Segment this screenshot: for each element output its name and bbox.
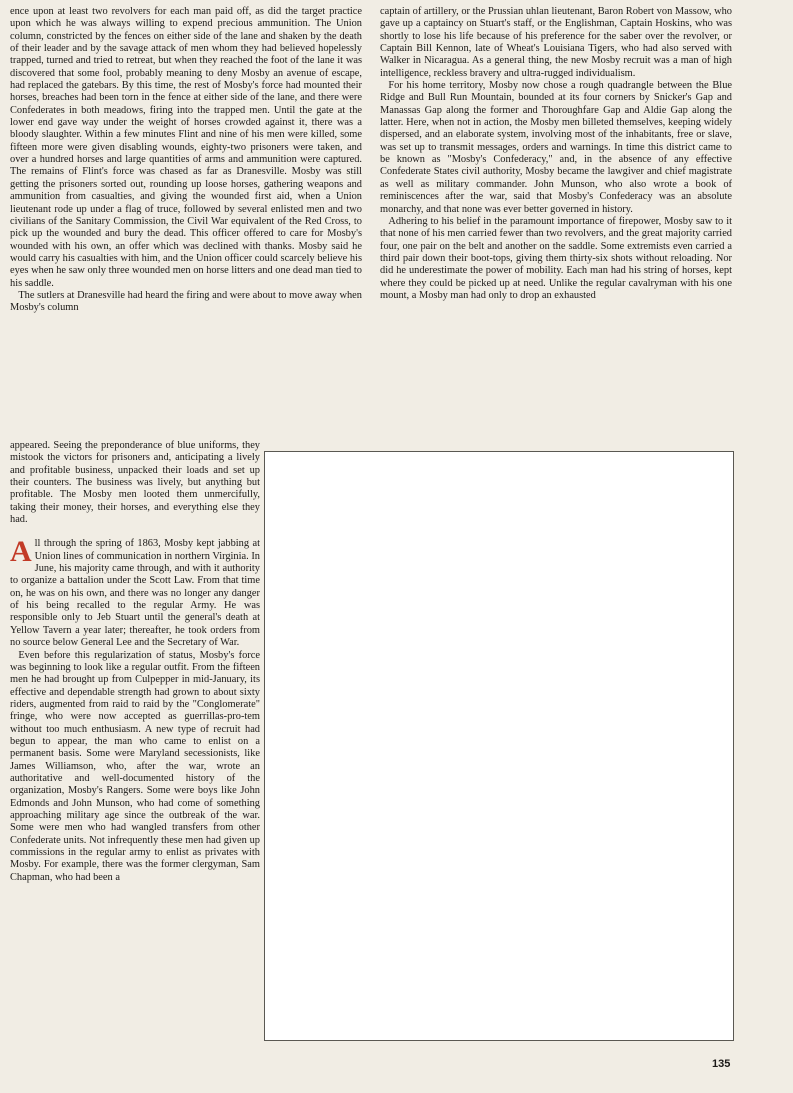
- article-column-left-bottom: [10, 440, 260, 884]
- paragraph: The sutlers at Dranesville had heard the firing and were about to move away when Mosby's column: [10, 289, 362, 314]
- page-number: 135: [712, 1058, 731, 1070]
- paragraph: Even before this regularization of status, Mosby's force was beginning to look like a regular outfit. From the fifteen men he had brought up from Culpepper in mid-January, its effective and dependable strength had grown to about sixty riders, augmented from raid to raid by the "Conglomerate" fringe, who were now accepted as guerrillas-pro-tem without too much enthusiasm. A new type of recruit had begun to appear, the man who came to enlist on a permanent basis. Some were Maryland secessionists, like James Williamson, who, after the war, wrote an authoritative and well-documented history of the organization, Mosby's Rangers. Some were boys like John Edmonds and John Munson, who had come of something approaching military age since the outbreak of the war. Some were men who had wangled transfers from other Confederate units. Not infrequently these men had given up commissions in the regular army to enlist as privates with Mosby. For example, there was the former clergyman, Sam Chapman, who had been a: [10, 649, 260, 883]
- paragraph: appeared. Seeing the preponderance of blue uniforms, they mistook the victors for prisoners and, anticipating a lively and profitable business, unpacked their loads and set up their counters. The business was lively, but anything but profitable. The Mosby men looted them unmercifully, taking their money, their horses, and everything else they had.: [10, 440, 260, 526]
- paragraph: captain of artillery, or the Prussian uhlan lieutenant, Baron Robert von Massow, who gave up a captaincy on Stuart's staff, or the Englishman, Captain Hoskins, who was shortly to lose his life because of his preference for the saber over the revolver, or Captain Bill Kennon, late of Wheat's Louisiana Tigers, who had also served with Walker in Nicaragua. As a general thing, the new Mosby recruit was a man of high intelligence, reckless bravery and ultra-rugged individualism.: [380, 6, 732, 79]
- article-column-right-top: [380, 6, 732, 302]
- article-column-left-top: [10, 6, 362, 315]
- illustration-placeholder: [264, 451, 734, 1041]
- paragraph: For his home territory, Mosby now chose a rough quadrangle between the Blue Ridge and Bull Run Mountain, bounded at its four corners by Snicker's Gap and Manassas Gap along the former and Thoroughfare Gap and Aldie Gap along the latter. Here, when not in action, the Mosby men billeted themselves, keeping widely dispersed, and an elaborate system, involving most of the inhabitants, free or slave, was set up to transmit messages, orders and warnings. In time this district came to be known as "Mosby's Confederacy," and, in the absence of any effective Confederate States civil authority, Mosby became the lawgiver and chief magistrate as well as military commander. John Munson, who also wrote a book of reminiscences after the war, said that Mosby's Confederacy was an absolute monarchy, and that none was ever better governed in history.: [380, 80, 732, 215]
- paragraph-text: ll through the spring of 1863, Mosby kept jabbing at Union lines of communication in northern Virginia. In June, his majority came through, and with it authority to organize a battalion under the Scott Law. From that time on, he was on his own, and there was no longer any danger of his being recalled to the regular Army. He was responsible only to Jeb Stuart until the general's death at Yellow Tavern a year later; thereafter, he took orders from no source below General Lee and the Secretary of War.: [10, 538, 260, 649]
- dropcap-paragraph: [10, 535, 260, 649]
- drop-cap: A: [10, 535, 32, 569]
- paragraph: ence upon at least two revolvers for each man paid off, as did the target practice upon which he was always willing to expend precious ammunition. The Union column, constricted by the fences on either side of the lane and shaken by the death of their leader and by the savage attack of men whom they had believed hopelessly trapped, turned and tried to retreat, but when they reached the foot of the lane it was discovered that some fool, probably meaning to deny Mosby an avenue of escape, had replaced the gatebars. By this time, the rest of Mosby's force had mounted their horses, breaches had been torn in the fence at either side of the lane, and there were Confederates in both meadows, firing into the trapped men. Until the gate at the lower end gave way under the weight of horses crowded against it, there was a bloody slaughter. Within a few minutes Flint and nine of his men were killed, some fifteen more were given disabling wounds, eighty-two prisoners were taken, and over a hundred horses and large quantities of arms and ammunition were captured. The remains of Flint's force was chased as far as Dranesville. Mosby was still getting the prisoners sorted out, rounding up loose horses, gathering weapons and ammunition from casualties, and giving the wounded first aid, when a Union lieutenant rode up under a flag of truce, followed by several enlisted men and two civilians of the Sanitary Commission, the Civil War equivalent of the Red Cross, to pick up the wounded and bury the dead. This officer offered to care for Mosby's wounded with his own, an offer which was declined with thanks. Mosby said he would carry his casualties with him, and the Union officer could scarcely believe his eyes when he saw only three wounded men on horse litters and one dead man tied to his saddle.: [10, 6, 362, 289]
- paragraph: Adhering to his belief in the paramount importance of firepower, Mosby saw to it that none of his men carried fewer than two revolvers, and the great majority carried four, one pair on the belt and another on the saddle. Some extremists even carried a third pair down their boot-tops, giving them thirty-six shots without reloading. Nor did he underestimate the power of mobility. Each man had his string of horses, kept where they could be picked up at need. Unlike the regular cavalryman with his one mount, a Mosby man had only to drop an exhausted: [380, 215, 732, 301]
